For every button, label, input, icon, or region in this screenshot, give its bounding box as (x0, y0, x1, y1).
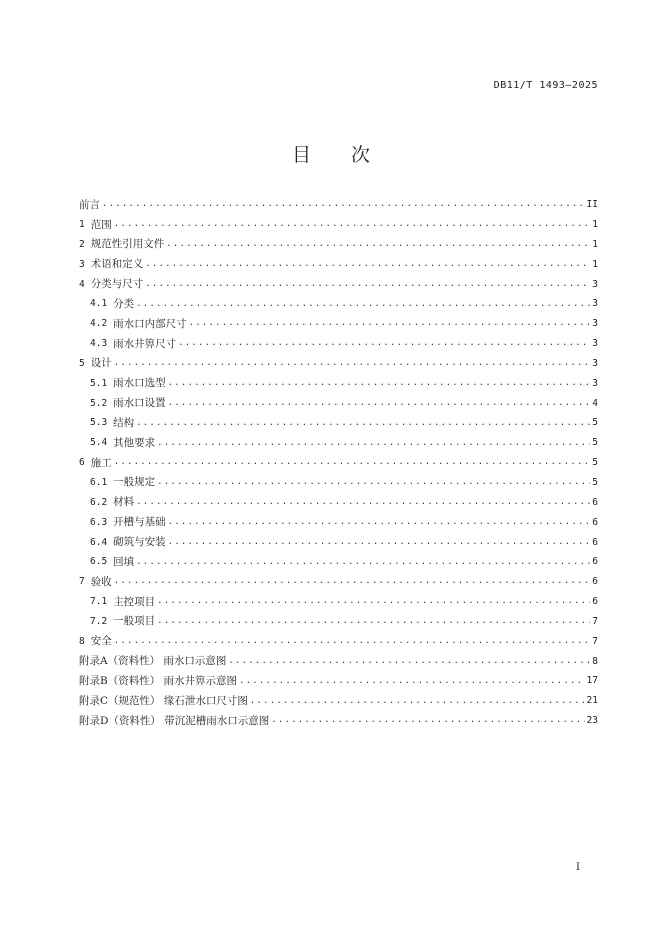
toc-leader-dots (189, 319, 591, 328)
toc-entry-number: 7.1 (90, 596, 108, 608)
toc-leader-dots (145, 260, 590, 269)
page-title (0, 140, 662, 167)
toc-leader-dots (239, 677, 584, 686)
toc-entry-title: 范围 (90, 218, 112, 231)
toc-entry-title: 前言 (79, 198, 100, 211)
toc-entry-title: 雨水井箅尺寸 (113, 337, 177, 350)
toc-entry-page: 3 (592, 318, 598, 330)
toc-leader-dots (114, 220, 591, 229)
toc-entry[interactable] (79, 532, 598, 552)
toc-entry-page: 6 (592, 576, 598, 588)
toc-entry-number: 4.2 (90, 318, 108, 330)
toc-entry-number: 4.1 (90, 298, 108, 310)
toc-entry[interactable] (79, 473, 598, 493)
toc-leader-dots (157, 478, 590, 487)
toc-entry-page: 5 (592, 476, 598, 488)
title-char-1: 目 (291, 144, 311, 166)
toc-entry-page: 3 (592, 278, 598, 290)
toc-entry-page: 6 (592, 516, 598, 528)
toc-entry-title: 其他要求 (113, 436, 156, 449)
toc-entry-title: 结构 (113, 416, 135, 429)
title-char-2: 次 (351, 144, 371, 166)
toc-entry[interactable] (79, 294, 598, 314)
toc-entry-number: 3 (79, 258, 85, 270)
toc-leader-dots (178, 339, 590, 348)
toc-entry-number: 5 (79, 357, 85, 369)
toc-entry[interactable] (79, 215, 598, 235)
toc-entry[interactable] (79, 493, 598, 513)
toc-entry-title: 设计 (90, 357, 112, 370)
toc-entry[interactable] (79, 334, 598, 354)
toc-entry[interactable] (79, 195, 598, 215)
toc-leader-dots (102, 200, 585, 209)
toc-entry-title: 附录C（规范性） 缘石泄水口尺寸图 (79, 694, 248, 707)
toc-leader-dots (157, 617, 590, 626)
toc-entry-page: 6 (592, 556, 598, 568)
toc-leader-dots (157, 597, 590, 606)
toc-entry[interactable] (79, 592, 598, 612)
toc-entry-number: 6.3 (90, 516, 108, 528)
table-of-contents (79, 195, 598, 731)
toc-entry-page: 7 (592, 615, 598, 627)
toc-entry[interactable] (79, 513, 598, 533)
toc-entry-number: 6.5 (90, 556, 108, 568)
page-number: I (576, 862, 580, 873)
toc-entry-number: 6 (79, 457, 85, 469)
toc-entry-page: 17 (586, 675, 598, 687)
toc-entry[interactable] (79, 651, 598, 671)
toc-entry-title: 开槽与基础 (113, 516, 166, 529)
toc-entry-page: 7 (592, 635, 598, 647)
toc-leader-dots (157, 439, 590, 448)
toc-entry-title: 雨水口设置 (113, 397, 166, 410)
toc-entry-number: 7.2 (90, 615, 108, 627)
toc-entry-title: 雨水口选型 (113, 377, 166, 390)
toc-entry[interactable] (79, 274, 598, 294)
toc-entry[interactable] (79, 413, 598, 433)
header-code: DB11/T 1493—2025 (493, 80, 598, 91)
toc-entry-title: 术语和定义 (90, 258, 144, 271)
toc-leader-dots (114, 359, 591, 368)
toc-entry[interactable] (79, 691, 598, 711)
toc-entry[interactable] (79, 711, 598, 731)
toc-entry-title: 一般项目 (113, 615, 156, 628)
toc-entry-page: 1 (592, 238, 598, 250)
toc-entry-title: 雨水口内部尺寸 (113, 317, 187, 330)
toc-leader-dots (228, 657, 590, 666)
toc-entry-page: II (586, 199, 598, 211)
toc-entry[interactable] (79, 552, 598, 572)
toc-entry-title: 附录D（资料性） 带沉泥槽雨水口示意图 (79, 714, 270, 727)
toc-entry-title: 分类 (113, 297, 135, 310)
toc-entry-title: 附录B（资料性） 雨水井箅示意图 (79, 674, 238, 687)
toc-entry-title: 施工 (90, 456, 112, 469)
toc-leader-dots (168, 399, 591, 408)
toc-leader-dots (145, 280, 590, 289)
toc-entry-title: 主控项目 (113, 595, 156, 608)
toc-entry[interactable] (79, 354, 598, 374)
toc-leader-dots (166, 240, 590, 249)
toc-leader-dots (136, 419, 590, 428)
toc-leader-dots (168, 538, 591, 547)
toc-entry-page: 6 (592, 496, 598, 508)
toc-entry-page: 5 (592, 417, 598, 429)
toc-entry-number: 4.3 (90, 338, 108, 350)
toc-entry-number: 7 (79, 576, 85, 588)
toc-leader-dots (114, 458, 591, 467)
toc-entry-page: 1 (592, 219, 598, 231)
toc-entry[interactable] (79, 453, 598, 473)
toc-entry-title: 规范性引用文件 (90, 238, 165, 251)
toc-entry-page: 3 (592, 357, 598, 369)
toc-entry-page: 3 (592, 377, 598, 389)
toc-entry-page: 6 (592, 536, 598, 548)
toc-entry-number: 8 (79, 635, 85, 647)
toc-leader-dots (271, 716, 584, 725)
toc-entry-number: 6.1 (90, 476, 108, 488)
toc-entry-number: 6.4 (90, 536, 108, 548)
toc-entry-page: 5 (592, 457, 598, 469)
toc-entry-number: 5.4 (90, 437, 108, 449)
toc-entry-number: 6.2 (90, 496, 108, 508)
toc-entry-page: 5 (592, 437, 598, 449)
toc-entry-number: 2 (79, 238, 85, 250)
toc-entry-number: 5.1 (90, 377, 108, 389)
toc-entry-title: 验收 (90, 575, 112, 588)
toc-entry-title: 砌筑与安装 (113, 536, 166, 549)
toc-leader-dots (168, 379, 591, 388)
toc-entry-number: 5.3 (90, 417, 108, 429)
toc-entry-page: 3 (592, 338, 598, 350)
toc-leader-dots (168, 518, 591, 527)
toc-entry-page: 8 (592, 655, 598, 667)
toc-entry-title: 一般规定 (113, 476, 156, 489)
toc-entry-title: 回填 (113, 555, 135, 568)
toc-leader-dots (136, 300, 590, 309)
toc-entry-title: 分类与尺寸 (90, 278, 144, 291)
toc-entry[interactable] (79, 632, 598, 652)
toc-entry-page: 4 (592, 397, 598, 409)
toc-entry-page: 21 (586, 695, 598, 707)
toc-entry[interactable] (79, 572, 598, 592)
toc-entry-page: 1 (592, 258, 598, 270)
toc-entry-page: 23 (586, 715, 598, 727)
toc-entry[interactable] (79, 314, 598, 334)
toc-entry[interactable] (79, 671, 598, 691)
toc-entry-number: 1 (79, 219, 85, 231)
toc-entry-title: 材料 (113, 496, 135, 509)
toc-entry-title: 安全 (90, 635, 112, 648)
toc-leader-dots (136, 558, 590, 567)
toc-entry-page: 6 (592, 596, 598, 608)
toc-leader-dots (114, 577, 591, 586)
toc-leader-dots (136, 498, 590, 507)
toc-entry-number: 4 (79, 278, 85, 290)
toc-entry[interactable] (79, 433, 598, 453)
toc-entry-page: 3 (592, 298, 598, 310)
toc-entry[interactable] (79, 393, 598, 413)
toc-entry-number: 5.2 (90, 397, 108, 409)
toc-entry[interactable] (79, 374, 598, 394)
toc-entry[interactable] (79, 612, 598, 632)
toc-entry[interactable] (79, 235, 598, 255)
toc-entry[interactable] (79, 255, 598, 275)
toc-entry-title: 附录A（资料性） 雨水口示意图 (79, 655, 227, 668)
toc-leader-dots (250, 697, 585, 706)
toc-leader-dots (114, 637, 591, 646)
